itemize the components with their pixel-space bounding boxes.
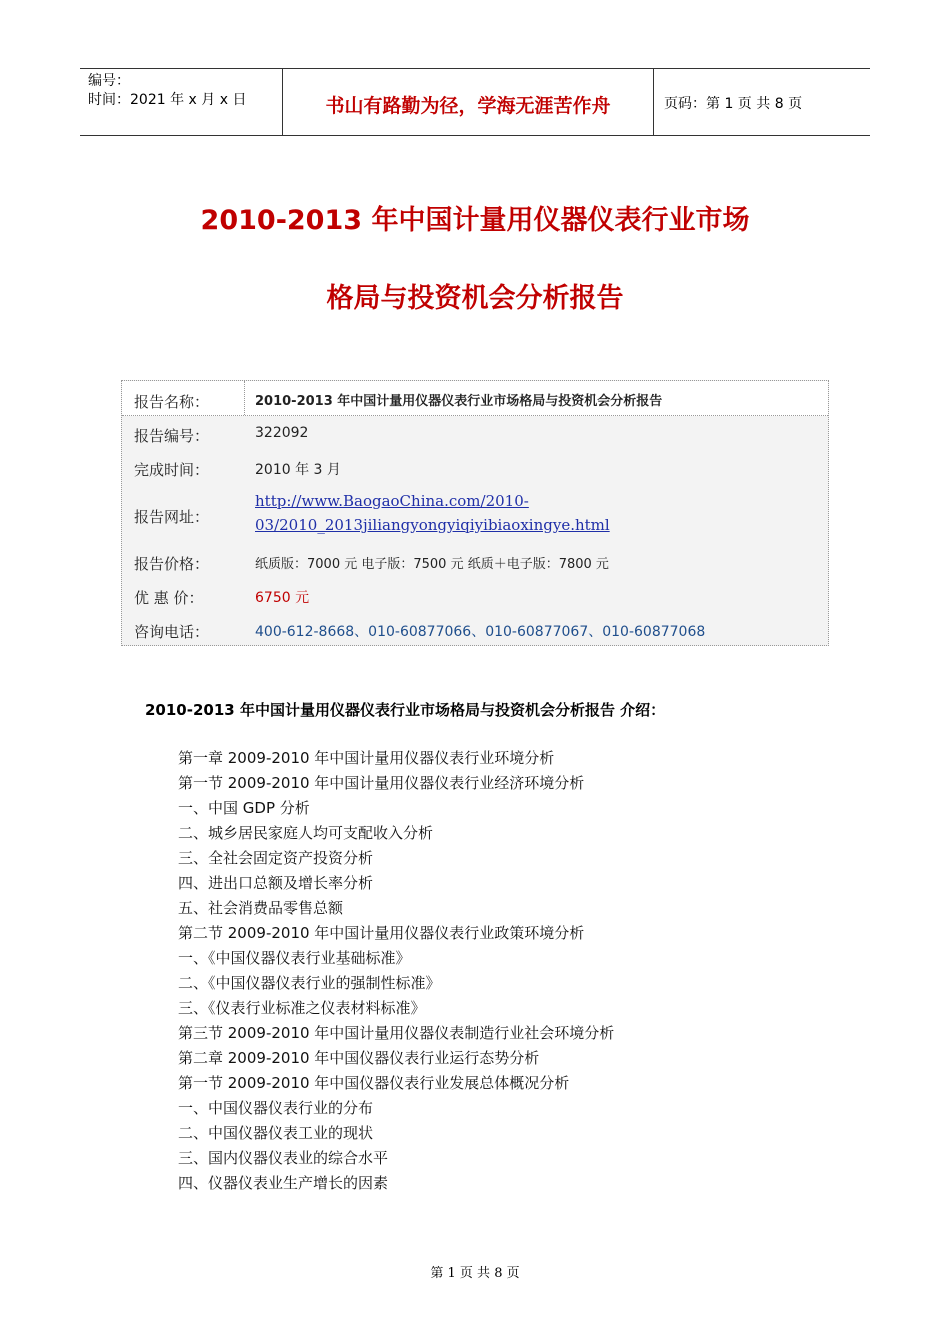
toc-item: 一、中国 GDP 分析 [178, 799, 310, 817]
contact-phones: 400-612-8668、010-60877066、010-60877067、010-60877068 [255, 624, 706, 640]
toc-item: 二、城乡居民家庭人均可支配收入分析 [178, 824, 434, 842]
info-label: 报告网址： [134, 508, 210, 526]
toc-item: 第三节 2009-2010 年中国计量用仪器仪表制造行业社会环境分析 [178, 1024, 615, 1042]
info-value: 322092 [255, 425, 309, 441]
table-of-contents [178, 746, 614, 1196]
info-label: 报告价格： [134, 555, 210, 573]
toc-item: 二、中国仪器仪表工业的现状 [178, 1124, 374, 1142]
toc-item: 第一章 2009-2010 年中国计量用仪器仪表行业环境分析 [178, 749, 555, 767]
intro-heading: 2010-2013 年中国计量用仪器仪表行业市场格局与投资机会分析报告 介绍： [145, 701, 666, 719]
toc-item: 三、国内仪器仪表业的综合水平 [178, 1149, 389, 1167]
info-row-name [122, 381, 828, 416]
info-label: 优 惠 价： [134, 589, 204, 607]
report-info-table [121, 380, 829, 646]
info-value: 纸质版：7000 元 电子版：7500 元 纸质＋电子版：7800 元 [255, 557, 609, 572]
info-value: 2010-2013 年中国计量用仪器仪表行业市场格局与投资机会分析报告 [255, 394, 663, 409]
report-url-line1: http://www.BaogaoChina.com/2010- [255, 492, 529, 510]
toc-item: 三、全社会固定资产投资分析 [178, 849, 374, 867]
toc-item: 四、仪器仪表业生产增长的因素 [178, 1174, 389, 1192]
page-footer: 第 1 页 共 8 页 [430, 1266, 520, 1281]
toc-item: 二、《中国仪器仪表行业的强制性标准》 [178, 974, 441, 992]
document-number-label: 编号： [88, 73, 130, 89]
toc-item: 第一节 2009-2010 年中国仪器仪表行业发展总体概况分析 [178, 1074, 570, 1092]
toc-item: 四、进出口总额及增长率分析 [178, 874, 374, 892]
header-page-number: 页码：第 1 页 共 8 页 [664, 96, 803, 112]
report-url-line2: 03/2010_2013jiliangyongyiqiyibiaoxingye.html [255, 516, 610, 534]
report-url-link[interactable] [255, 489, 610, 537]
info-label: 报告编号： [134, 427, 210, 445]
discount-price: 6750 元 [255, 590, 310, 606]
page-header [80, 68, 870, 136]
document-date-label: 时间：2021 年 x 月 x 日 [88, 92, 247, 108]
info-label: 完成时间： [134, 461, 210, 479]
toc-item: 三、《仪表行业标准之仪表材料标准》 [178, 999, 426, 1017]
toc-item: 第一节 2009-2010 年中国计量用仪器仪表行业经济环境分析 [178, 774, 585, 792]
header-motto: 书山有路勤为径，学海无涯苦作舟 [282, 69, 654, 135]
toc-item: 一、中国仪器仪表行业的分布 [178, 1099, 374, 1117]
header-meta [80, 69, 282, 135]
info-value: 2010 年 3 月 [255, 462, 341, 478]
toc-item: 第二章 2009-2010 年中国仪器仪表行业运行态势分析 [178, 1049, 540, 1067]
toc-item: 一、《中国仪器仪表行业基础标准》 [178, 949, 411, 967]
info-label: 咨询电话： [134, 623, 210, 641]
report-title-line2: 格局与投资机会分析报告 [326, 283, 624, 314]
info-label: 报告名称： [134, 393, 210, 411]
toc-item: 五、社会消费品零售总额 [178, 899, 344, 917]
report-title-line1: 2010-2013 年中国计量用仪器仪表行业市场 [200, 205, 750, 236]
toc-item: 第二节 2009-2010 年中国计量用仪器仪表行业政策环境分析 [178, 924, 585, 942]
